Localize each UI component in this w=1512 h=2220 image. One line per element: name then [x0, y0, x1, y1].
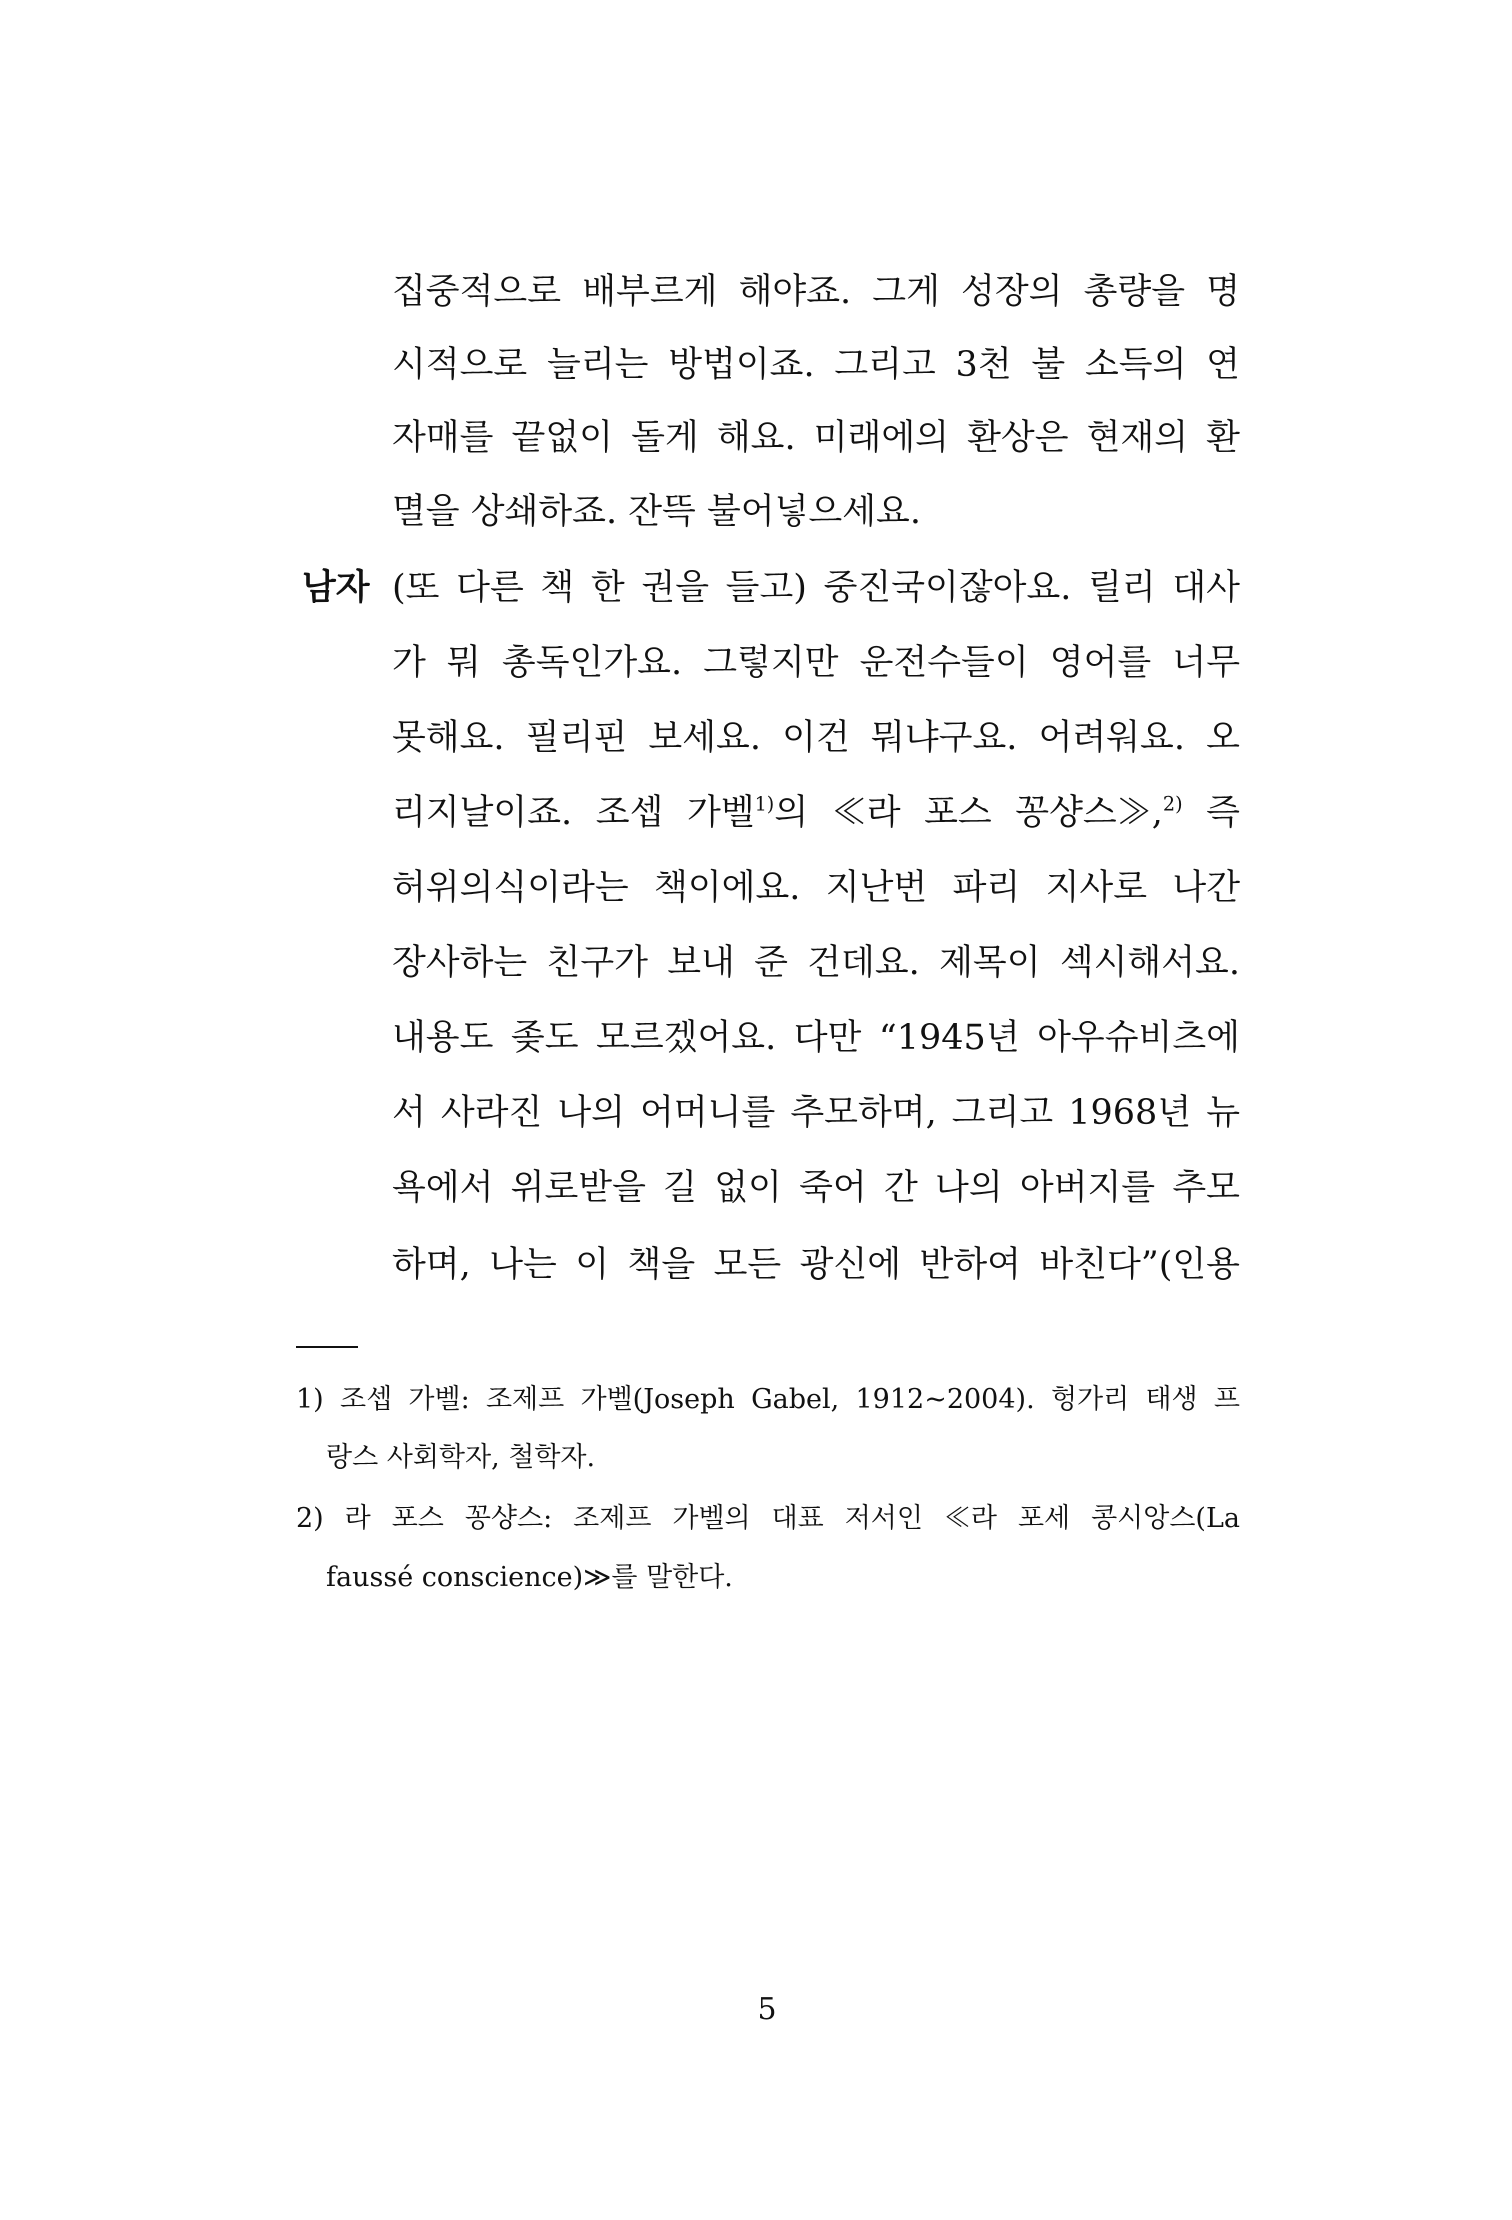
- text-segment: 즉: [1182, 793, 1240, 833]
- footnote-1-cont: 랑스 사회학자, 철학자.: [326, 1442, 596, 1473]
- speaker-label: 남자: [302, 568, 370, 608]
- text-line: 서 사라진 나의 어머니를 추모하며, 그리고 1968년 뉴: [392, 1093, 1240, 1133]
- text-line-with-footnotes: [392, 785, 1240, 841]
- footnote-2: 2) 라 포스 꽁샹스: 조제프 가벨의 대표 저서인 ≪라 포세 콩시앙스(La: [296, 1503, 1240, 1534]
- text-line: 멸을 상쇄하죠. 잔뜩 불어넣으세요.: [392, 492, 921, 532]
- text-line: 집중적으로 배부르게 해야죠. 그게 성장의 총량을 명: [392, 272, 1240, 312]
- text-segment: 의 ≪라 포스 꽁샹스≫,: [774, 793, 1163, 833]
- footnote-1: 1) 조셉 가벨: 조제프 가벨(Joseph Gabel, 1912~2004). 헝가리 태생 프: [296, 1384, 1240, 1415]
- footnote-divider: [296, 1346, 358, 1348]
- text-line: 시적으로 늘리는 방법이죠. 그리고 3천 불 소득의 연: [392, 345, 1240, 385]
- text-line: 허위의식이라는 책이에요. 지난번 파리 지사로 나간: [392, 868, 1240, 908]
- text-segment: 리지날이죠. 조셉 가벨: [392, 793, 755, 833]
- text-line: 자매를 끝없이 돌게 해요. 미래에의 환상은 현재의 환: [392, 418, 1240, 458]
- text-line: 못해요. 필리핀 보세요. 이건 뭐냐구요. 어려워요. 오: [392, 718, 1240, 758]
- text-line: 욕에서 위로받을 길 없이 죽어 간 나의 아버지를 추모: [392, 1168, 1240, 1208]
- text-line: 내용도 좆도 모르겠어요. 다만 “1945년 아우슈비츠에: [392, 1018, 1240, 1058]
- footnote-ref-2: 2): [1162, 792, 1183, 816]
- footnote-ref-1: 1): [754, 792, 775, 816]
- text-line: (또 다른 책 한 권을 들고) 중진국이잖아요. 릴리 대사: [392, 568, 1240, 608]
- footnote-2-cont: faussé conscience)≫를 말한다.: [326, 1562, 733, 1593]
- text-line: 장사하는 친구가 보내 준 건데요. 제목이 섹시해서요.: [392, 943, 1240, 983]
- text-line: 하며, 나는 이 책을 모든 광신에 반하여 바친다”(인용: [392, 1245, 1240, 1285]
- text-line: 가 뭐 총독인가요. 그렇지만 운전수들이 영어를 너무: [392, 643, 1240, 683]
- page-number: 5: [757, 1992, 777, 2027]
